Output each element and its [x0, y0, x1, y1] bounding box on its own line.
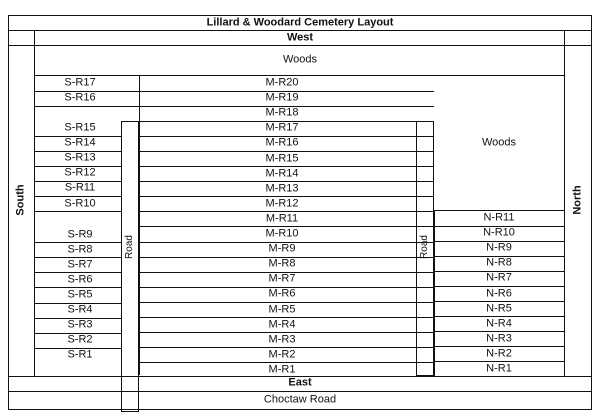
south-row-label: S-R9 — [67, 228, 93, 241]
diagram-title: Lillard & Woodard Cemetery Layout — [206, 16, 394, 29]
south-row-label: S-R10 — [64, 197, 96, 209]
middle-row-label: M-R20 — [265, 76, 299, 89]
north-label: North — [571, 185, 584, 215]
north-row-label: N-R4 — [486, 317, 512, 330]
choctaw-road-label: Choctaw Road — [263, 393, 337, 406]
north-row-label: N-R7 — [486, 271, 512, 284]
south-row-divider — [34, 106, 139, 107]
north-band-edge — [564, 31, 565, 376]
middle-row-label: M-R6 — [268, 287, 296, 300]
middle-row-label: M-R5 — [268, 303, 296, 315]
middle-row-label: M-R11 — [265, 212, 299, 225]
south-row-label: S-R16 — [64, 91, 96, 104]
east-label: East — [288, 376, 312, 389]
south-row-label: S-R8 — [67, 243, 93, 256]
north-section-edge — [434, 210, 435, 376]
south-row-label: S-R1 — [67, 348, 93, 361]
south-band-edge — [34, 31, 35, 376]
middle-row-label: M-R8 — [268, 257, 296, 270]
north-row-label: N-R6 — [486, 287, 512, 299]
middle-row-label: M-R18 — [265, 106, 299, 119]
south-row-label: S-R12 — [64, 166, 96, 179]
north-row-label: N-R1 — [486, 362, 512, 375]
middle-row-label: M-R13 — [265, 182, 299, 195]
middle-row-label: M-R7 — [268, 272, 296, 285]
middle-row-label: M-R14 — [265, 167, 299, 180]
south-row-label: S-R4 — [67, 303, 93, 316]
middle-row-label: M-R2 — [268, 348, 296, 361]
south-row-label: S-R11 — [64, 181, 96, 194]
north-row-label: N-R5 — [486, 302, 512, 315]
south-row-label: S-R5 — [67, 288, 93, 301]
south-row-label: S-R2 — [67, 333, 93, 346]
south-row-divider — [34, 211, 121, 212]
south-row-label: S-R17 — [64, 76, 96, 89]
middle-row-label: M-R15 — [265, 152, 299, 164]
middle-row-label: M-R3 — [268, 333, 296, 346]
left-road — [121, 121, 139, 412]
woods-top-bottom — [34, 75, 564, 76]
right-road-label: Road — [419, 235, 430, 259]
south-row-label: S-R3 — [67, 318, 93, 331]
middle-row-label: M-R19 — [265, 91, 299, 104]
middle-row-label: M-R1 — [268, 363, 296, 376]
north-row-label: N-R8 — [486, 256, 512, 269]
north-row-label: N-R11 — [483, 211, 515, 224]
woods-right-label: Woods — [481, 136, 517, 149]
north-row-label: N-R10 — [483, 226, 515, 239]
north-row-label: N-R9 — [486, 241, 512, 254]
woods-top-label: Woods — [282, 53, 318, 66]
south-label: South — [14, 184, 27, 216]
north-row-label: N-R2 — [486, 347, 512, 360]
east-band-bottom — [8, 391, 592, 392]
south-row-label: S-R13 — [64, 151, 96, 164]
left-road-label: Road — [124, 235, 135, 259]
south-row-label: S-R15 — [64, 121, 96, 134]
middle-row-label: M-R16 — [265, 136, 299, 149]
middle-row-label: M-R4 — [268, 318, 296, 331]
middle-row-label: M-R12 — [265, 197, 299, 210]
west-label: West — [286, 31, 314, 44]
west-band-bottom — [8, 45, 592, 46]
middle-row-label: M-R9 — [268, 242, 296, 255]
south-row-label: S-R7 — [67, 258, 93, 271]
north-row-label: N-R3 — [486, 332, 512, 345]
south-row-label: S-R6 — [67, 273, 93, 286]
south-row-label: S-R14 — [64, 136, 96, 149]
middle-row-label: M-R10 — [265, 227, 299, 240]
middle-row-label: M-R17 — [265, 121, 299, 134]
